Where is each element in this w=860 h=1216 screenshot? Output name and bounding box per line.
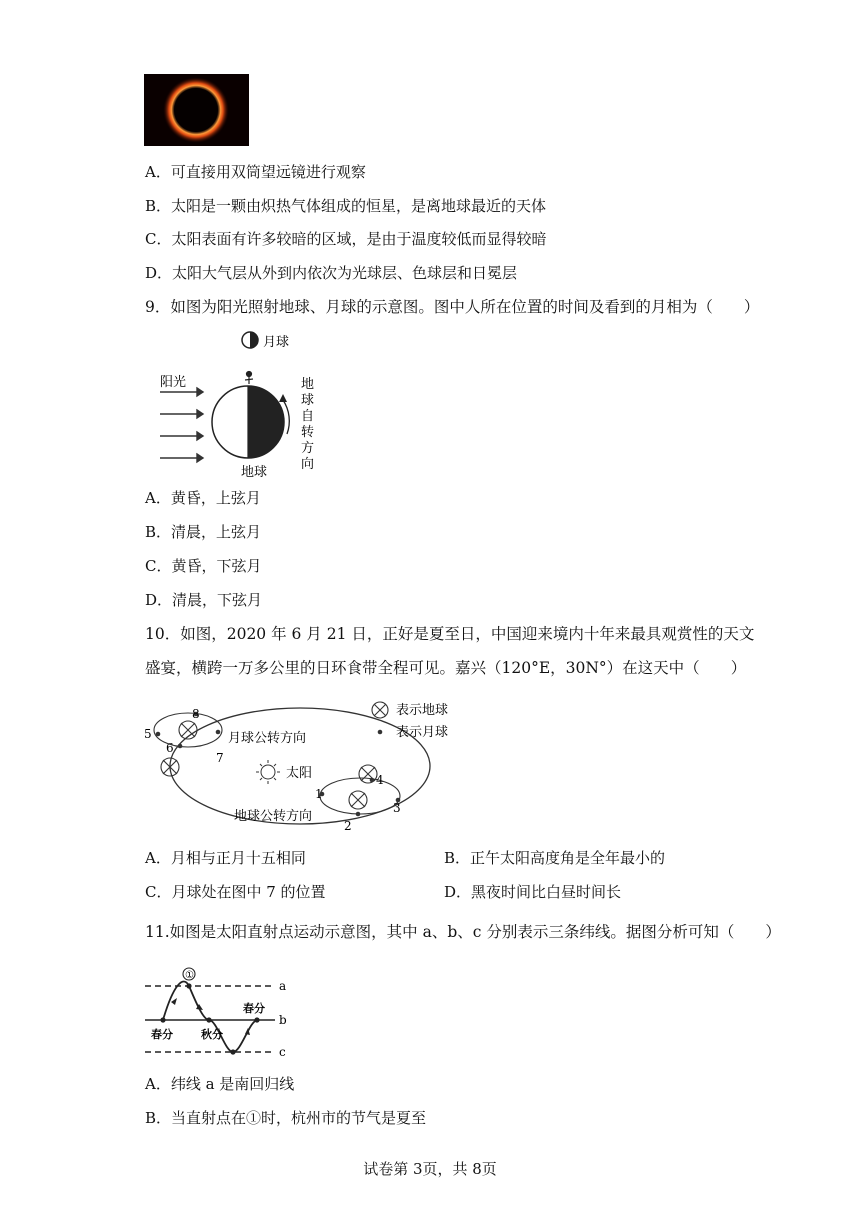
svg-text:2: 2 [344,819,352,833]
q10-option-d: D．黑夜时间比白昼时间长 [444,883,622,901]
sun-icon [256,760,280,784]
q10-option-a: A．月相与正月十五相同 [145,849,306,867]
svg-text:6: 6 [166,741,174,755]
page-footer: 试卷第 3页，共 8页 [363,1160,497,1178]
moon-orbit-direction-label: 月球公转方向 [228,731,307,746]
q9-option-a: A．黄昏，上弦月 [145,489,261,507]
svg-text:3: 3 [393,801,401,815]
q9-sunlight-figure [155,328,325,478]
svg-text:自: 自 [301,409,315,424]
q9-option-d: D．清晨，下弦月 [145,591,263,609]
moon-label: 月球 [263,335,290,350]
svg-text:5: 5 [144,727,152,741]
label-a: a [279,979,287,993]
q10-option-b: B．正午太阳高度角是全年最小的 [444,849,666,867]
svg-text:方: 方 [301,441,315,456]
q11-option-b: B．当直射点在①时，杭州市的节气是夏至 [145,1109,427,1127]
svg-text:向: 向 [301,457,315,472]
label-spring-1: 春分 [151,1028,173,1041]
label-c: c [279,1045,286,1059]
q8-option-c: C．太阳表面有许多较暗的区域，是由于温度较低而显得较暗 [145,230,547,248]
q10-option-c: C．月球处在图中 7 的位置 [145,883,326,901]
person-icon [245,372,253,385]
q11-option-a: A．纬线 a 是南回归线 [145,1075,295,1093]
label-b: b [279,1013,287,1027]
svg-text:地: 地 [301,377,315,392]
q8-option-b: B．太阳是一颗由炽热气体组成的恒星，是离地球最近的天体 [145,197,547,215]
sun-label: 太阳 [286,766,313,781]
q10-stem-line2: 盛宴，横跨一万多公里的日环食带全程可见。嘉兴（120°E，30N°）在这天中（ ） [145,659,747,677]
label-autumn: 秋分 [201,1028,223,1041]
q9-option-b: B．清晨，上弦月 [145,523,262,541]
sunlight-label: 阳光 [160,375,187,390]
svg-text:表示地球: 表示地球 [396,703,449,718]
marker-1: ① [185,970,194,981]
svg-text:7: 7 [216,751,224,765]
earth-label: 地球 [241,465,268,478]
q10-stem-line1: 10．如图，2020 年 6 月 21 日，正好是夏至日，中国迎来境内十年来最具观赏性的天文 [145,625,755,643]
rotation-label [301,376,314,472]
label-spring-2: 春分 [243,1002,265,1015]
svg-text:转: 转 [301,425,315,440]
svg-text:1: 1 [315,787,323,801]
earth-orbit-direction-label: 地球公转方向 [234,809,313,824]
svg-text:表示月球: 表示月球 [396,725,449,740]
sunlight-arrows [160,388,203,462]
earth-icon [212,386,284,458]
q11-subsolar-figure [143,966,293,1062]
q10-orbit-figure [140,694,460,834]
q11-stem: 11.如图是太阳直射点运动示意图，其中 a、b、c 分别表示三条纬线。据图分析可知（ ） [145,923,781,941]
svg-text:4: 4 [376,773,384,787]
svg-text:球: 球 [301,393,315,408]
moon-icon [242,332,258,348]
q8-option-a: A．可直接用双筒望远镜进行观察 [145,163,366,181]
subsolar-path [163,981,257,1052]
q9-option-c: C．黄昏，下弦月 [145,557,262,575]
annular-eclipse-photo [144,74,249,146]
q8-option-d: D．太阳大气层从外到内依次为光球层、色球层和日冕层 [145,264,518,282]
svg-text:8: 8 [192,707,200,721]
legend-moon-icon [378,730,383,735]
q9-stem: 9．如图为阳光照射地球、月球的示意图。图中人所在位置的时间及看到的月相为（ ） [145,298,760,316]
